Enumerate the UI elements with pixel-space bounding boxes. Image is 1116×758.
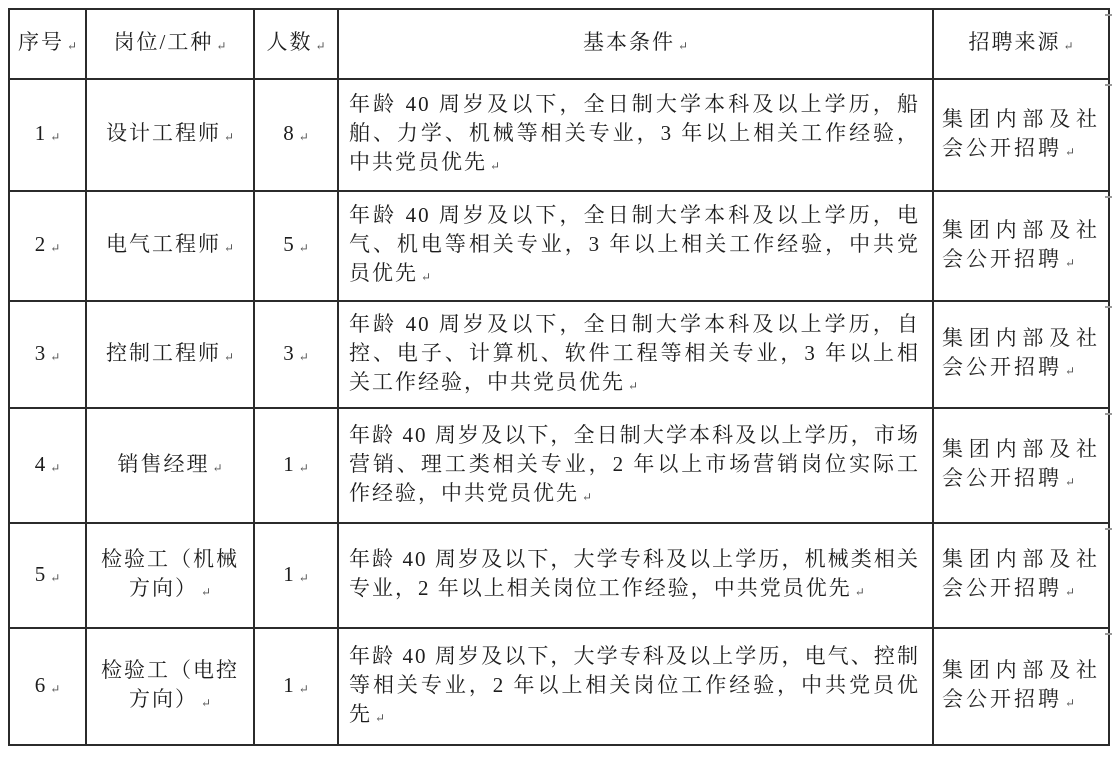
table-row [9,523,1109,628]
cell-position [86,79,254,191]
cell-position [86,628,254,745]
cell-conditions [338,408,933,523]
table-row [9,408,1109,523]
row-end-mark-icon [1105,306,1112,308]
header-cell-headcount [254,9,338,79]
cell-source [933,523,1109,628]
paragraph-mark-icon: ↵ [223,349,235,364]
paragraph-mark-icon: ↵ [50,570,61,585]
paragraph-mark-icon: ↵ [200,696,212,710]
paragraph-mark-icon: ↵ [50,241,61,255]
paragraph-mark-icon: ↵ [854,585,865,599]
cell-serial [9,301,86,408]
paragraph-mark-icon: ↵ [298,241,309,255]
conditions-text: 年龄 40 周岁及以下，全日制大学本科及以上学历，船舶、力学、机械等相关专业，3 年以上相关工作经验，中共党员优先 [349,92,920,174]
conditions-text: 年龄 40 周岁及以下，大学专科及以上学历，机械类相关专业，2 年以上相关岗位工作经验，中共党员优先 [349,547,920,600]
paragraph-mark-icon: ↵ [1065,255,1076,270]
header-cell-source [933,9,1109,79]
paragraph-mark-icon: ↵ [1065,364,1076,378]
cell-conditions [338,523,933,628]
paragraph-mark-icon: ↵ [212,460,223,475]
cell-serial [9,523,86,628]
cell-headcount [254,523,338,628]
paragraph-mark-icon: ↵ [677,39,689,53]
headcount-value: 5 [283,232,296,256]
cell-conditions [338,191,933,301]
serial-value: 2 [34,232,48,256]
source-text: 集团内部及社会公开招聘 [942,658,1100,711]
paragraph-mark-icon: ↵ [315,39,326,53]
paragraph-mark-icon: ↵ [1065,144,1076,159]
paragraph-mark-icon: ↵ [490,159,501,173]
conditions-text: 年龄 40 周岁及以下，全日制大学本科及以上学历，自控、电子、计算机、软件工程等相关专业，3 年以上相关工作经验，中共党员优先 [349,311,920,394]
cell-position [86,191,254,301]
source-text: 集团内部及社会公开招聘 [942,106,1100,160]
headcount-value: 8 [283,121,296,145]
serial-value: 3 [34,340,48,365]
row-end-mark-icon [1105,84,1112,86]
recruitment-table [8,8,1110,746]
paragraph-mark-icon: ↵ [50,130,61,144]
table-row [9,79,1109,191]
header-cell-conditions [338,9,933,79]
source-text: 集团内部及社会公开招聘 [942,217,1100,271]
paragraph-mark-icon: ↵ [375,710,386,725]
header-label: 岗位/工种 [113,30,214,54]
row-end-mark-icon [1105,633,1112,635]
row-end-mark-icon [1105,528,1112,530]
paragraph-mark-icon: ↵ [200,585,212,599]
paragraph-mark-icon: ↵ [628,378,639,393]
serial-value: 6 [34,672,48,697]
paragraph-mark-icon: ↵ [298,460,309,475]
headcount-value: 1 [283,451,296,476]
position-value: 检验工（电控方向） [101,658,239,711]
cell-headcount [254,79,338,191]
paragraph-mark-icon: ↵ [50,681,61,696]
source-text: 集团内部及社会公开招聘 [942,326,1100,379]
source-text: 集团内部及社会公开招聘 [942,547,1100,600]
cell-serial [9,191,86,301]
paragraph-mark-icon: ↵ [223,130,235,144]
position-value: 控制工程师 [105,340,221,365]
serial-value: 1 [34,121,48,145]
row-end-mark-icon [1105,14,1112,16]
position-value: 电气工程师 [105,232,221,256]
paragraph-mark-icon: ↵ [216,39,227,53]
row-end-mark-icon [1105,196,1112,198]
position-value: 设计工程师 [105,121,221,145]
header-cell-position [86,9,254,79]
position-value: 销售经理 [117,451,210,476]
paragraph-mark-icon: ↵ [298,130,309,144]
paragraph-mark-icon: ↵ [66,39,78,53]
cell-conditions [338,628,933,745]
row-end-mark-icon [1105,413,1112,415]
header-cell-serial [9,9,86,79]
headcount-value: 3 [283,340,296,365]
table-row [9,301,1109,408]
cell-headcount [254,628,338,745]
cell-serial [9,408,86,523]
cell-source [933,408,1109,523]
paragraph-mark-icon: ↵ [298,681,309,696]
header-label: 招聘来源 [968,30,1061,54]
paragraph-mark-icon: ↵ [1063,39,1074,53]
headcount-value: 1 [283,672,296,697]
paragraph-mark-icon: ↵ [1065,696,1076,710]
table-row [9,191,1109,301]
header-label: 人数 [266,30,313,54]
cell-source [933,79,1109,191]
paragraph-mark-icon: ↵ [223,241,235,255]
cell-source [933,191,1109,301]
paragraph-mark-icon: ↵ [1065,585,1076,599]
table-header-row [9,9,1109,79]
conditions-text: 年龄 40 周岁及以下，全日制大学本科及以上学历，电气、机电等相关专业，3 年以上相关工作经验，中共党员优先 [349,203,920,285]
cell-serial [9,79,86,191]
position-value: 检验工（机械方向） [101,547,239,600]
paragraph-mark-icon: ↵ [582,489,593,504]
cell-source [933,628,1109,745]
paragraph-mark-icon: ↵ [421,270,432,284]
serial-value: 5 [34,561,48,586]
source-text: 集团内部及社会公开招聘 [942,437,1100,490]
cell-position [86,408,254,523]
cell-source [933,301,1109,408]
header-label: 基本条件 [582,30,675,54]
cell-headcount [254,408,338,523]
paragraph-mark-icon: ↵ [1065,475,1076,489]
cell-headcount [254,301,338,408]
serial-value: 4 [34,451,48,476]
header-label: 序号 [17,30,64,54]
paragraph-mark-icon: ↵ [298,349,309,364]
cell-conditions [338,79,933,191]
paragraph-mark-icon: ↵ [298,570,309,585]
cell-headcount [254,191,338,301]
cell-position [86,301,254,408]
table-row [9,628,1109,745]
cell-conditions [338,301,933,408]
paragraph-mark-icon: ↵ [50,460,61,475]
headcount-value: 1 [283,561,296,586]
cell-serial [9,628,86,745]
conditions-text: 年龄 40 周岁及以下，大学专科及以上学历，电气、控制等相关专业，2 年以上相关岗位工作经验，中共党员优先 [349,643,920,726]
paragraph-mark-icon: ↵ [50,349,61,364]
cell-position [86,523,254,628]
conditions-text: 年龄 40 周岁及以下，全日制大学本科及以上学历，市场营销、理工类相关专业，2 年以上市场营销岗位实际工作经验，中共党员优先 [349,422,920,505]
